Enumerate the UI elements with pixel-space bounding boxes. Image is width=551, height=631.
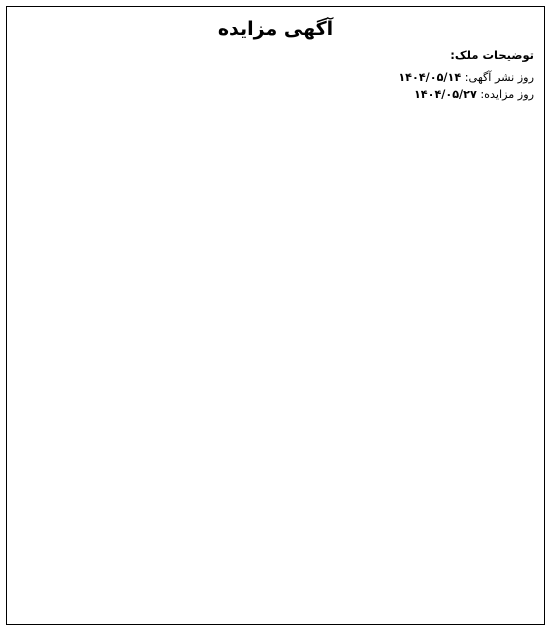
publication-date-line bbox=[17, 69, 534, 86]
auction-date-label: روز مزایده: bbox=[480, 87, 534, 101]
auction-date-value: ۱۴۰۴/۰۵/۲۷ bbox=[413, 87, 477, 101]
notice-title: آگهی مزایده bbox=[217, 18, 334, 40]
publication-date-value: ۱۴۰۴/۰۵/۱۴ bbox=[398, 70, 462, 84]
auction-notice bbox=[6, 6, 545, 625]
publication-date-label: روز نشر آگهی: bbox=[464, 70, 534, 84]
notice-dates bbox=[17, 69, 534, 103]
property-description-heading: توضیحات ملک: bbox=[450, 48, 534, 62]
auction-date-line bbox=[17, 86, 534, 103]
